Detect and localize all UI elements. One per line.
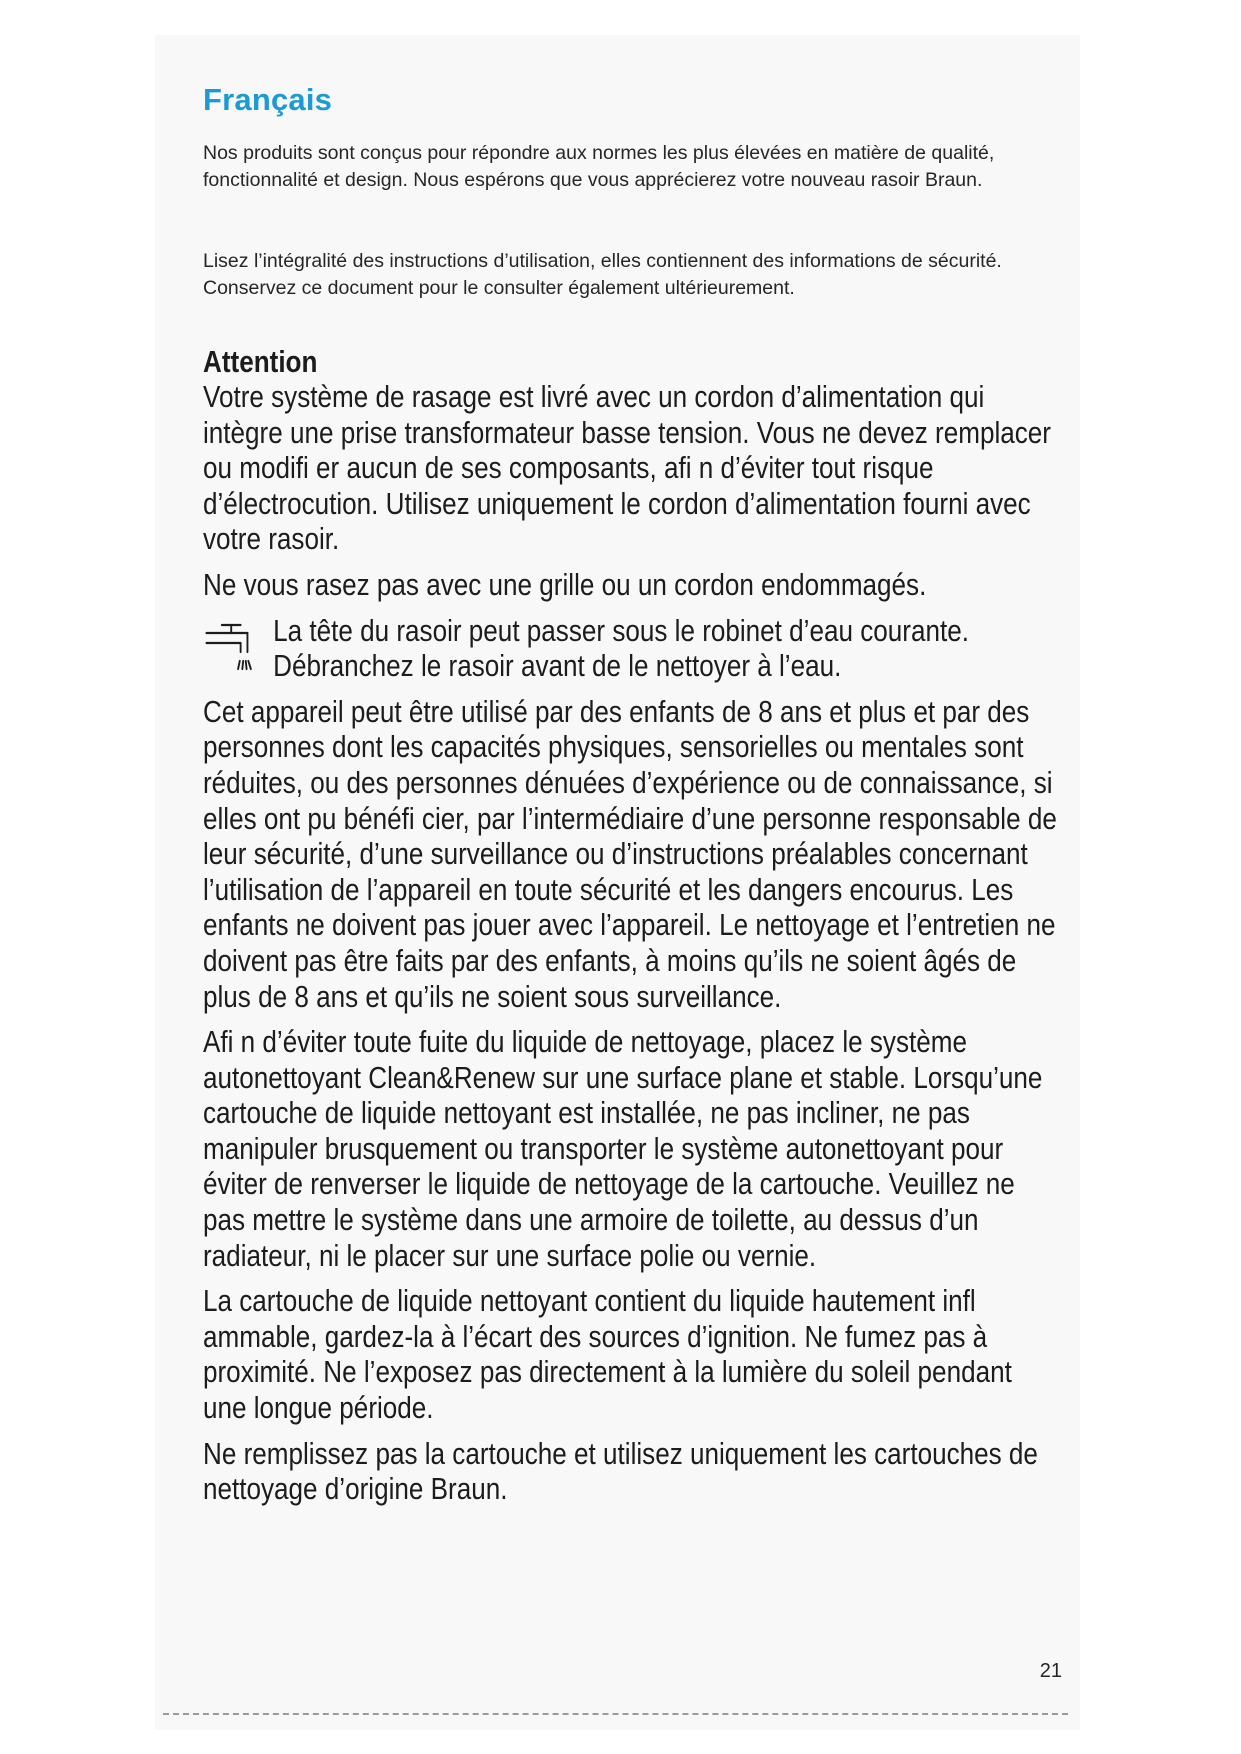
- intro-paragraph-1: Nos produits sont conçus pour répondre aux normes les plus élevées en matière de qualité, fonctionnalité et design. Nous espérons que vous apprécierez votre nouveau rasoir Braun.: [203, 142, 995, 191]
- attention-paragraph-damaged-foil: Ne vous rasez pas avec une grille ou un cordon endommagés.: [203, 567, 927, 602]
- attention-paragraph-children: Cet appareil peut être utilisé par des enfants de 8 ans et plus et par des personnes dont les capacités physiques, sensorielles ou mentales sont réduites, ou des personnes dénuées d’expérience ou de connaissance, si elles ont pu bénéfi cier, par l’intermédiaire d’une personne responsable de leur sécurité, d’une surveillance ou d’instructions préalables concernant l’utilisation de l’appareil en toute sécurité et les dangers encourus. Les enfants ne doivent pas jouer avec l’appareil. Le nettoyage et l’entretien ne doivent pas être faits par des enfants, à moins qu’ils ne soient âgés de plus de 8 ans et qu’ils ne soient sous surveillance.: [203, 694, 1057, 1014]
- attention-paragraph-flammable: La cartouche de liquide nettoyant contient du liquide hautement infl ammable, gardez-la à l’écart des sources d’ignition. Ne fumez pas à proximité. Ne l’exposez pas directement à la lumière du soleil pendant une longue période.: [203, 1284, 1012, 1426]
- attention-paragraph-tap-water: [203, 614, 1058, 685]
- attention-paragraph-cartridge: Ne remplissez pas la cartouche et utilisez uniquement les cartouches de nettoyage d’origine Braun.: [203, 1436, 1038, 1507]
- attention-section: [203, 344, 1058, 1518]
- attention-title: Attention: [203, 345, 318, 379]
- intro-paragraph-2: Lisez l’intégralité des instructions d’utilisation, elles contiennent des informations de sécurité. Conservez ce document pour le consulter également ultérieurement.: [203, 250, 1002, 299]
- water-tap-icon: [203, 622, 263, 672]
- tap-water-text: La tête du rasoir peut passer sous le robinet d’eau courante. Débranchez le rasoir avant de le nettoyer à l’eau.: [273, 613, 969, 684]
- page-number: 21: [1039, 1660, 1062, 1682]
- attention-paragraph-power-cord: Votre système de rasage est livré avec un cordon d’alimentation qui intègre une prise transformateur basse tension. Vous ne devez remplacer ou modifi er aucun de ses composants, afi n d’éviter tout risque d’électrocution. Utilisez uniquement le cordon d’alimentation fourni avec votre rasoir.: [203, 380, 1051, 557]
- attention-paragraph-clean-renew: Afi n d’éviter toute fuite du liquide de nettoyage, placez le système autonettoyant Clean&Renew sur une surface plane et stable. Lorsqu’une cartouche de liquide nettoyant est installée, ne pas incliner, ne pas manipuler brusquement ou transporter le système autonettoyant pour éviter de renverser le liquide de nettoyage de la cartouche. Veuillez ne pas mettre le système dans une armoire de toilette, au dessus d’un radiateur, ni le placer sur une surface polie ou vernie.: [203, 1025, 1043, 1273]
- language-heading: Français: [203, 82, 333, 117]
- bottom-divider: [163, 1713, 1068, 1715]
